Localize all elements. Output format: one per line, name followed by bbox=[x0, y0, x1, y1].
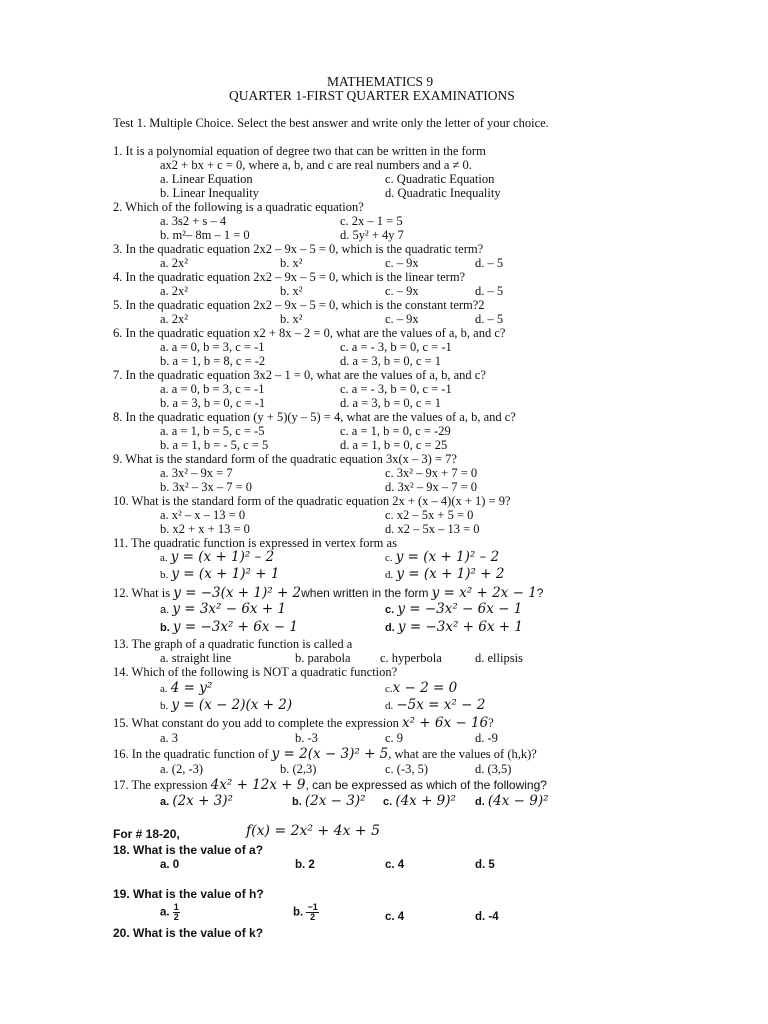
q14-d-expr: −5x = x² − 2 bbox=[396, 697, 486, 713]
q2-choice-d: d. 5y² + 4y 7 bbox=[340, 228, 404, 242]
q10-choice-d: d. x2 – 5x – 13 = 0 bbox=[385, 522, 480, 536]
q2-choice-b: b. m²– 8m – 1 = 0 bbox=[160, 228, 250, 242]
q3-choice-a: a. 2x² bbox=[160, 256, 189, 270]
q15-stem-text: 15. What constant do you add to complete the expression bbox=[113, 716, 399, 730]
q13-choice-c: c. hyperbola bbox=[380, 651, 442, 665]
q15-stem-end: ? bbox=[488, 716, 494, 730]
q1-choice-b: b. Linear Inequality bbox=[160, 186, 259, 200]
q18-choice-b: b. 2 bbox=[295, 859, 315, 871]
q3-choice-d: d. – 5 bbox=[475, 256, 504, 270]
q11-choice-b bbox=[160, 567, 279, 582]
q14-choice-d bbox=[385, 698, 485, 713]
q17-choice-b bbox=[292, 794, 366, 809]
q12-choice-b bbox=[160, 620, 298, 635]
q17-stem-part2: , can be expressed as which of the following? bbox=[305, 778, 547, 792]
q11-choice-a bbox=[160, 550, 274, 565]
q19-b-denominator: 2 bbox=[310, 912, 316, 922]
section-function: f(x) = 2x² + 4x + 5 bbox=[246, 823, 381, 839]
q12-b-label: b. bbox=[160, 622, 170, 634]
q15-choice-d: d. -9 bbox=[475, 731, 498, 745]
q16-expr: y = 2(x − 3)² + 5 bbox=[271, 746, 389, 762]
q19-a-label: a. bbox=[160, 906, 170, 919]
q16-stem bbox=[113, 747, 537, 761]
q8-choice-c: c. a = 1, b = 0, c = -29 bbox=[340, 424, 451, 438]
q19-b-fraction bbox=[306, 903, 318, 922]
q12-c-expr: y = −3x² − 6x − 1 bbox=[397, 601, 523, 617]
q14-c-expr: x − 2 = 0 bbox=[392, 680, 458, 696]
q14-c-label: c. bbox=[385, 683, 393, 695]
q6-choice-c: c. a = - 3, b = 0, c = -1 bbox=[340, 340, 452, 354]
q3-choice-b: b. x² bbox=[280, 256, 303, 270]
q19-a-fraction bbox=[173, 903, 180, 922]
q5-stem: 5. In the quadratic equation 2x2 – 9x – 5 = 0, which is the constant term?2 bbox=[113, 298, 485, 312]
section-label: For # 18-20, bbox=[113, 827, 180, 841]
q17-a-label: a. bbox=[160, 796, 170, 808]
q14-a-expr: 4 = y² bbox=[170, 680, 213, 696]
q12-a-expr: y = 3x² − 6x + 1 bbox=[172, 601, 287, 617]
q1-stem: 1. It is a polynomial equation of degree two that can be written in the form bbox=[113, 144, 486, 158]
q20-stem: 20. What is the value of k? bbox=[113, 926, 264, 940]
q16-choice-b: b. (2,3) bbox=[280, 762, 317, 776]
q17-stem-part1: 17. The expression bbox=[113, 778, 208, 792]
q10-stem: 10. What is the standard form of the quadratic equation 2x + (x – 4)(x + 1) = 9? bbox=[113, 494, 511, 508]
q14-choice-b bbox=[160, 698, 292, 713]
q15-choice-c: c. 9 bbox=[385, 731, 404, 745]
q17-choice-a bbox=[160, 794, 233, 809]
q12-stem bbox=[113, 586, 543, 600]
q1-choice-a: a. Linear Equation bbox=[160, 172, 253, 186]
q12-a-label: a. bbox=[160, 604, 170, 616]
q17-b-label: b. bbox=[292, 796, 302, 808]
q11-d-label: d. bbox=[385, 569, 394, 581]
q6-choice-d: d. a = 3, b = 0, c = 1 bbox=[340, 354, 441, 368]
q11-c-expr: y = (x + 1)² – 2 bbox=[395, 549, 500, 565]
q7-choice-c: c. a = - 3, b = 0, c = -1 bbox=[340, 382, 452, 396]
q1-choice-d: d. Quadratic Inequality bbox=[385, 186, 501, 200]
q13-stem: 13. The graph of a quadratic function is called a bbox=[113, 637, 353, 651]
q10-choice-b: b. x2 + x + 13 = 0 bbox=[160, 522, 250, 536]
q9-choice-a: a. 3x² – 9x = 7 bbox=[160, 466, 233, 480]
q14-b-expr: y = (x − 2)(x + 2) bbox=[171, 697, 293, 713]
q1-choice-c: c. Quadratic Equation bbox=[385, 172, 495, 186]
q3-stem: 3. In the quadratic equation 2x2 – 9x – 5 = 0, which is the quadratic term? bbox=[113, 242, 484, 256]
q19-a-denominator: 2 bbox=[173, 912, 179, 922]
q1-stem-continued: ax2 + bx + c = 0, where a, b, and c are real numbers and a ≠ 0. bbox=[160, 158, 472, 172]
q13-choice-a: a. straight line bbox=[160, 651, 232, 665]
q12-stem-part3: ? bbox=[536, 586, 544, 600]
q2-stem: 2. Which of the following is a quadratic equation? bbox=[113, 200, 364, 214]
q16-stem-part1: 16. In the quadratic function of bbox=[113, 747, 269, 761]
q4-choice-c: c. – 9x bbox=[385, 284, 419, 298]
q17-b-expr: (2x − 3)² bbox=[304, 793, 366, 809]
q12-stem-part2: when written in the form bbox=[301, 586, 429, 600]
q14-choice-c bbox=[385, 681, 457, 696]
q6-choice-a: a. a = 0, b = 3, c = -1 bbox=[160, 340, 265, 354]
q6-choice-b: b. a = 1, b = 8, c = -2 bbox=[160, 354, 266, 368]
q12-choice-a bbox=[160, 602, 286, 617]
exam-subject: MATHEMATICS 9 bbox=[327, 74, 434, 89]
q11-c-label: c. bbox=[385, 552, 393, 564]
q11-a-label: a. bbox=[160, 552, 168, 564]
q14-b-label: b. bbox=[160, 700, 169, 712]
q19-stem: 19. What is the value of h? bbox=[113, 887, 264, 901]
q9-stem: 9. What is the standard form of the quadratic equation 3x(x – 3) = 7? bbox=[113, 452, 457, 466]
q9-choice-c: c. 3x² – 9x + 7 = 0 bbox=[385, 466, 478, 480]
q10-choice-c: c. x2 – 5x + 5 = 0 bbox=[385, 508, 474, 522]
q12-stem-part1: 12. What is bbox=[113, 586, 171, 600]
q18-stem: 18. What is the value of a? bbox=[113, 843, 264, 857]
q8-choice-b: b. a = 1, b = - 5, c = 5 bbox=[160, 438, 269, 452]
q12-choice-c bbox=[385, 602, 522, 617]
q4-choice-b: b. x² bbox=[280, 284, 303, 298]
q19-b-label: b. bbox=[293, 906, 304, 919]
q17-choice-c bbox=[383, 794, 456, 809]
q17-choice-d bbox=[475, 794, 549, 809]
q10-choice-a: a. x² – x – 13 = 0 bbox=[160, 508, 246, 522]
q7-choice-b: b. a = 3, b = 0, c = -1 bbox=[160, 396, 266, 410]
q9-choice-d: d. 3x² – 9x – 7 = 0 bbox=[385, 480, 478, 494]
q13-choice-d: d. ellipsis bbox=[475, 651, 523, 665]
q18-choice-d: d. 5 bbox=[475, 859, 495, 871]
q11-stem: 11. The quadratic function is expressed in vertex form as bbox=[113, 536, 397, 550]
q2-choice-c: c. 2x – 1 = 5 bbox=[340, 214, 403, 228]
q19-a-numerator: 1 bbox=[173, 902, 179, 912]
q12-expr2: y = x² + 2x − 1 bbox=[431, 585, 537, 601]
q12-c-label: c. bbox=[385, 604, 395, 616]
q19-choice-a bbox=[160, 903, 180, 922]
q11-a-expr: y = (x + 1)² – 2 bbox=[170, 549, 275, 565]
q12-expr1: y = −3(x + 1)² + 2 bbox=[173, 585, 302, 601]
q11-d-expr: y = (x + 1)² + 2 bbox=[396, 566, 505, 582]
q14-stem: 14. Which of the following is NOT a quadratic function? bbox=[113, 665, 398, 679]
q16-choice-c: c. (-3, 5) bbox=[385, 762, 429, 776]
q11-choice-c bbox=[385, 550, 499, 565]
q14-a-label: a. bbox=[160, 683, 168, 695]
q5-choice-d: d. – 5 bbox=[475, 312, 504, 326]
q6-stem: 6. In the quadratic equation x2 + 8x – 2 = 0, what are the values of a, b, and c? bbox=[113, 326, 506, 340]
q3-choice-c: c. – 9x bbox=[385, 256, 419, 270]
q7-choice-d: d. a = 3, b = 0, c = 1 bbox=[340, 396, 441, 410]
q15-stem bbox=[113, 716, 494, 730]
q15-choice-b: b. -3 bbox=[295, 731, 318, 745]
q16-stem-part2: , what are the values of (h,k)? bbox=[388, 747, 537, 761]
q15-choice-a: a. 3 bbox=[160, 731, 179, 745]
q17-c-label: c. bbox=[383, 796, 393, 808]
q11-choice-d bbox=[385, 567, 504, 582]
q12-choice-d bbox=[385, 620, 523, 635]
q17-d-expr: (4x − 9)² bbox=[487, 793, 549, 809]
q17-d-label: d. bbox=[475, 796, 485, 808]
q18-choice-a: a. 0 bbox=[160, 859, 180, 871]
q19-b-numerator: −1 bbox=[307, 902, 318, 912]
q12-d-label: d. bbox=[385, 622, 395, 634]
q17-c-expr: (4x + 9)² bbox=[395, 793, 456, 809]
q7-choice-a: a. a = 0, b = 3, c = -1 bbox=[160, 382, 265, 396]
q12-d-expr: y = −3x² + 6x + 1 bbox=[397, 619, 523, 635]
q17-stem bbox=[113, 778, 547, 792]
q4-choice-d: d. – 5 bbox=[475, 284, 504, 298]
q8-stem: 8. In the quadratic equation (y + 5)(y – 5) = 4, what are the values of a, b, and c? bbox=[113, 410, 516, 424]
q8-choice-a: a. a = 1, b = 5, c = -5 bbox=[160, 424, 265, 438]
instructions: Test 1. Multiple Choice. Select the best answer and write only the letter of your choice. bbox=[113, 116, 549, 130]
q19-choice-d: d. -4 bbox=[475, 911, 499, 923]
q13-choice-b: b. parabola bbox=[295, 651, 351, 665]
q2-choice-a: a. 3s2 + s – 4 bbox=[160, 214, 227, 228]
exam-title: QUARTER 1-FIRST QUARTER EXAMINATIONS bbox=[229, 88, 515, 103]
q4-choice-a: a. 2x² bbox=[160, 284, 189, 298]
q18-choice-c: c. 4 bbox=[385, 859, 405, 871]
q16-choice-a: a. (2, -3) bbox=[160, 762, 204, 776]
q5-choice-a: a. 2x² bbox=[160, 312, 189, 326]
q11-b-label: b. bbox=[160, 569, 169, 581]
q9-choice-b: b. 3x² – 3x – 7 = 0 bbox=[160, 480, 253, 494]
q17-a-expr: (2x + 3)² bbox=[172, 793, 233, 809]
q7-stem: 7. In the quadratic equation 3x2 – 1 = 0, what are the values of a, b, and c? bbox=[113, 368, 486, 382]
q19-choice-c: c. 4 bbox=[385, 911, 405, 923]
q16-choice-d: d. (3,5) bbox=[475, 762, 512, 776]
q5-choice-b: b. x² bbox=[280, 312, 303, 326]
q14-d-label: d. bbox=[385, 700, 394, 712]
q14-choice-a bbox=[160, 681, 212, 696]
q15-expr: x² + 6x − 16 bbox=[401, 715, 489, 731]
q17-expr: 4x² + 12x + 9 bbox=[210, 777, 306, 793]
q5-choice-c: c. – 9x bbox=[385, 312, 419, 326]
q19-choice-b bbox=[293, 903, 319, 922]
q4-stem: 4. In the quadratic equation 2x2 – 9x – 5 = 0, which is the linear term? bbox=[113, 270, 466, 284]
q11-b-expr: y = (x + 1)² + 1 bbox=[171, 566, 280, 582]
q8-choice-d: d. a = 1, b = 0, c = 25 bbox=[340, 438, 448, 452]
q12-b-expr: y = −3x² + 6x − 1 bbox=[172, 619, 298, 635]
